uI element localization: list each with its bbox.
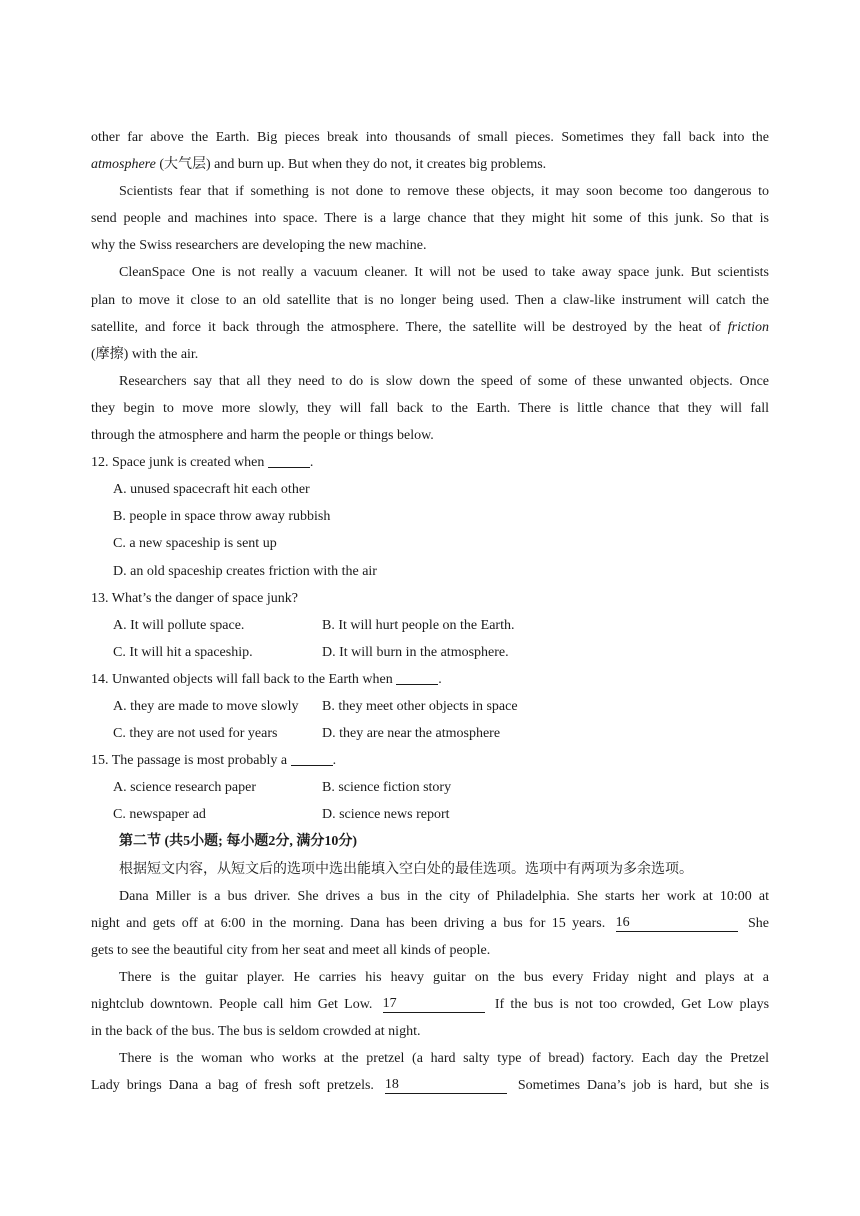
question-stem: 13. What’s the danger of space junk? bbox=[91, 590, 298, 606]
question-stem: 15. The passage is most probably a . bbox=[91, 747, 769, 774]
answer-blank bbox=[268, 451, 310, 468]
passage-line: Researchers say that all they need to do is slow down the speed of some of these unwanted objects. Once bbox=[119, 373, 769, 389]
option: D. science news report bbox=[322, 807, 450, 823]
option-row bbox=[91, 639, 769, 666]
passage-line: atmosphere (大气层) and burn up. But when they do not, it creates big problems. bbox=[91, 157, 547, 173]
option: D. they are near the atmosphere bbox=[322, 726, 501, 742]
passage-line: (摩擦) with the air. bbox=[91, 346, 199, 362]
question-stem: 14. Unwanted objects will fall back to the Earth when . bbox=[91, 666, 769, 693]
passage-line: CleanSpace One is not really a vacuum cleaner. It will not be used to take away space junk. But scientists bbox=[119, 265, 769, 281]
option-row bbox=[91, 612, 769, 639]
option: A. they are made to move slowly bbox=[113, 698, 299, 714]
passage-line: Lady brings Dana a bag of fresh soft pretzels. 18 Sometimes Dana’s job is hard, but she is bbox=[91, 1077, 770, 1094]
passage-line: nightclub downtown. People call him Get Low. 17 If the bus is not too crowded, Get Low plays bbox=[91, 996, 770, 1012]
option: D. an old spaceship creates friction with the air bbox=[113, 563, 377, 579]
italic-term: friction bbox=[727, 319, 769, 335]
passage-line: Dana Miller is a bus driver. She drives a bus in the city of Philadelphia. She starts her work at 10:00 at bbox=[119, 888, 769, 904]
option-row bbox=[91, 774, 769, 801]
gap-18: 18 bbox=[385, 1077, 507, 1094]
gap-16: 16 bbox=[616, 915, 738, 932]
passage-line: night and gets off at 6:00 in the morning. Dana has been driving a bus for 15 years. 16 She bbox=[91, 914, 770, 931]
passage-line: why the Swiss researchers are developing the new machine. bbox=[91, 238, 427, 254]
option: C. newspaper ad bbox=[113, 807, 206, 823]
option-row bbox=[91, 693, 769, 720]
option: B. people in space throw away rubbish bbox=[113, 509, 331, 525]
option: B. they meet other objects in space bbox=[322, 698, 518, 714]
passage-line: Scientists fear that if something is not done to remove these objects, it may soon become too dangerous to bbox=[119, 184, 769, 200]
option: C. they are not used for years bbox=[113, 726, 278, 742]
option: A. unused spacecraft hit each other bbox=[113, 482, 310, 498]
section-heading: 第二节 (共5小题; 每小题2分, 满分10分) bbox=[119, 834, 357, 850]
answer-blank bbox=[396, 668, 438, 685]
option-row bbox=[91, 720, 769, 747]
option: A. science research paper bbox=[113, 780, 257, 796]
passage-line: other far above the Earth. Big pieces break into thousands of small pieces. Sometimes they fall back into the bbox=[91, 130, 769, 145]
passage-line: There is the guitar player. He carries his heavy guitar on the bus every Friday night and plays at a bbox=[119, 969, 769, 985]
question-stem: 12. Space junk is created when . bbox=[91, 449, 769, 476]
option: C. It will hit a spaceship. bbox=[113, 644, 253, 660]
passage-line: in the back of the bus. The bus is seldom crowded at night. bbox=[91, 1024, 421, 1040]
passage-line: satellite, and force it back through the atmosphere. There, the satellite will be destroyed by the heat of friction bbox=[91, 319, 769, 335]
passage-line: plan to move it close to an old satellite that is no longer being used. Then a claw-like instrument will catch the bbox=[91, 292, 769, 308]
answer-blank bbox=[291, 749, 333, 766]
passage-line: send people and machines into space. There is a large chance that they might hit some of this junk. So that is bbox=[91, 211, 769, 227]
passage-line: through the atmosphere and harm the people or things below. bbox=[91, 428, 434, 444]
italic-term: atmosphere bbox=[91, 157, 156, 173]
gap-17: 17 bbox=[383, 996, 485, 1013]
section-instruction: 根据短文内容，从短文后的选项中选出能填入空白处的最佳选项。选项中有两项为多余选项。 bbox=[119, 861, 693, 877]
passage-line: There is the woman who works at the pretzel (a hard salty type of bread) factory. Each day the Pretzel bbox=[119, 1051, 769, 1067]
option: C. a new spaceship is sent up bbox=[113, 536, 277, 552]
option: B. It will hurt people on the Earth. bbox=[322, 617, 515, 633]
passage-line: they begin to move more slowly, they will fall back to the Earth. There is little chance that they will fall bbox=[91, 400, 769, 416]
option: A. It will pollute space. bbox=[113, 617, 245, 633]
option-row bbox=[91, 801, 769, 828]
document-page bbox=[91, 124, 769, 1099]
option: B. science fiction story bbox=[322, 780, 452, 796]
passage-line: gets to see the beautiful city from her seat and meet all kinds of people. bbox=[91, 942, 491, 958]
option: D. It will burn in the atmosphere. bbox=[322, 644, 509, 660]
